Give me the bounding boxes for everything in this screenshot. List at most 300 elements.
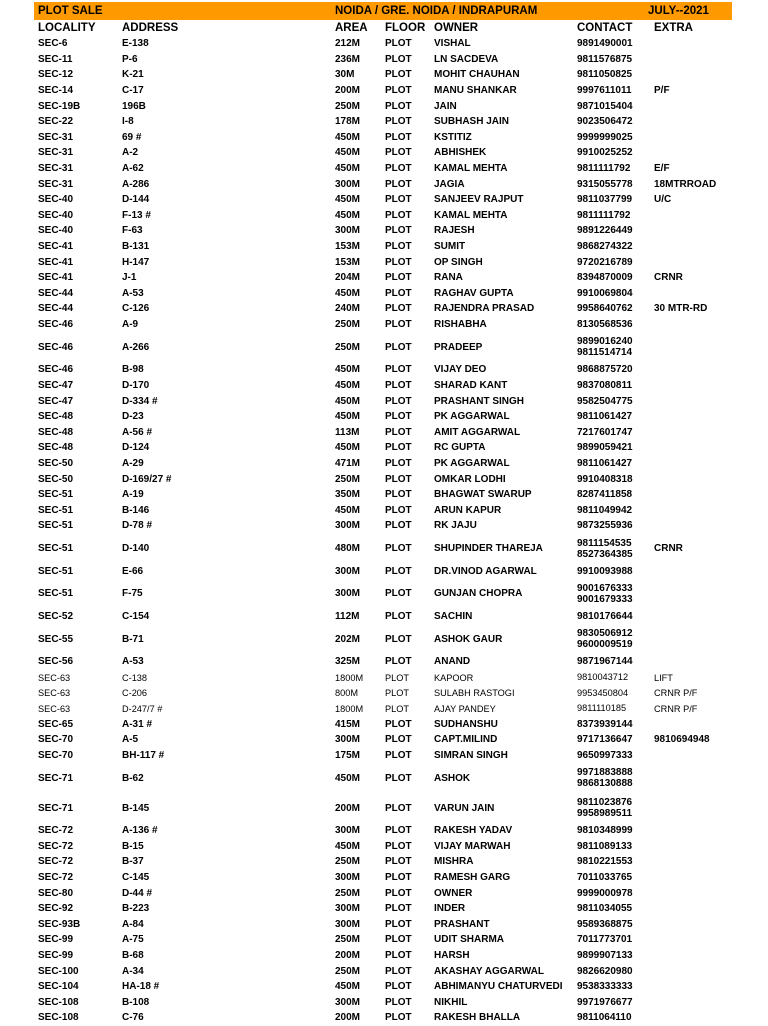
locality-cell: SEC-52 xyxy=(38,611,74,623)
floor-cell: PLOT xyxy=(385,442,412,454)
contact-cell xyxy=(573,179,650,190)
floor-cell: PLOT xyxy=(385,543,412,554)
contact-cell xyxy=(573,797,650,819)
table-row xyxy=(34,609,732,625)
address-cell: A-2 xyxy=(122,147,139,159)
contact-number: 9582504775 xyxy=(577,395,633,407)
address-cell: P-6 xyxy=(122,53,138,65)
contact-number: 9600009519 xyxy=(577,639,633,651)
contact-number: 9001676333 xyxy=(577,582,633,594)
locality-cell: SEC-72 xyxy=(38,825,74,837)
extra-cell: CRNR P/F xyxy=(654,688,698,699)
floor-cell: PLOT xyxy=(385,965,412,977)
contact-cell xyxy=(573,474,650,485)
contact-cell xyxy=(573,241,650,252)
address-cell: A-29 xyxy=(122,457,144,469)
region-title: NOIDA / GRE. NOIDA / INDRAPURAM xyxy=(335,5,538,17)
contact-cell xyxy=(573,69,650,80)
contact-cell xyxy=(573,380,650,391)
locality-cell: SEC-51 xyxy=(38,504,74,516)
address-cell: D-170 xyxy=(122,379,150,391)
address-cell: E-138 xyxy=(122,38,149,50)
floor-cell: PLOT xyxy=(385,565,412,577)
table-row xyxy=(34,286,732,302)
owner-cell: MANU SHANKAR xyxy=(434,85,517,97)
contact-number: 9999999025 xyxy=(577,131,633,143)
area-cell: 1800M xyxy=(335,703,364,714)
owner-cell: SUDHANSHU xyxy=(434,718,498,730)
table-row xyxy=(34,393,732,409)
table-row xyxy=(34,839,732,855)
locality-cell: SEC-41 xyxy=(38,272,74,284)
area-cell: 450M xyxy=(335,395,361,407)
area-cell: 450M xyxy=(335,194,361,206)
address-cell: D-44 # xyxy=(122,887,153,899)
contact-number: 9315055778 xyxy=(577,178,633,190)
address-cell: C-154 xyxy=(122,611,150,623)
address-cell: F-63 xyxy=(122,225,143,237)
address-cell: B-98 xyxy=(122,364,144,376)
owner-cell: SULABH RASTOGI xyxy=(434,688,515,699)
table-row xyxy=(34,624,732,654)
area-cell: 200M xyxy=(335,802,361,814)
contact-cell xyxy=(573,872,650,883)
table-row xyxy=(34,332,732,362)
owner-cell: DR.VINOD AGARWAL xyxy=(434,565,537,577)
owner-cell: SIMRAN SINGH xyxy=(434,750,508,762)
contact-cell xyxy=(573,981,650,992)
area-cell: 250M xyxy=(335,318,361,330)
contact-number: 9811110185 xyxy=(577,703,627,714)
address-cell: 69 # xyxy=(122,131,142,143)
table-row xyxy=(34,378,732,394)
table-row xyxy=(34,409,732,425)
area-cell: 212M xyxy=(335,38,361,50)
owner-cell: RISHABHA xyxy=(434,318,487,330)
floor-cell: PLOT xyxy=(385,633,412,645)
address-cell: J-1 xyxy=(122,272,137,284)
locality-cell: SEC-40 xyxy=(38,225,74,237)
locality-cell: SEC-104 xyxy=(38,981,79,993)
contact-cell xyxy=(573,458,650,469)
address-cell: A-31 # xyxy=(122,718,153,730)
contact-number: 9811037799 xyxy=(577,194,633,206)
contact-cell xyxy=(573,841,650,852)
locality-cell: SEC-99 xyxy=(38,934,74,946)
address-cell: D-334 # xyxy=(122,395,158,407)
area-cell: 480M xyxy=(335,543,361,554)
table-row xyxy=(34,98,732,114)
locality-cell: SEC-63 xyxy=(38,672,71,683)
contact-number: 9811050825 xyxy=(577,69,633,81)
area-cell: 300M xyxy=(335,825,361,837)
owner-cell: RANA xyxy=(434,272,463,284)
table-row xyxy=(34,502,732,518)
table-row xyxy=(34,670,732,686)
contact-cell xyxy=(573,888,650,899)
contact-number: 9899059421 xyxy=(577,442,633,454)
contact-cell xyxy=(573,225,650,236)
contact-number: 7217601747 xyxy=(577,426,633,438)
extra-cell: CRNR xyxy=(654,543,683,554)
contact-cell xyxy=(573,194,650,205)
extra-cell: U/C xyxy=(654,194,672,206)
table-row xyxy=(34,471,732,487)
contact-number: 9868875720 xyxy=(577,364,633,376)
address-cell: B-15 xyxy=(122,840,144,852)
locality-cell: SEC-63 xyxy=(38,688,71,699)
contact-cell xyxy=(573,966,650,977)
column-header-row xyxy=(34,20,732,36)
floor-cell: PLOT xyxy=(385,504,412,516)
area-cell: 250M xyxy=(335,341,361,353)
locality-cell: SEC-47 xyxy=(38,395,74,407)
table-row xyxy=(34,317,732,333)
owner-cell: OP SINGH xyxy=(434,256,483,268)
floor-cell: PLOT xyxy=(385,934,412,946)
area-cell: 236M xyxy=(335,53,361,65)
table-row xyxy=(34,763,732,793)
area-cell: 450M xyxy=(335,379,361,391)
area-cell: 200M xyxy=(335,85,361,97)
floor-cell: PLOT xyxy=(385,656,412,668)
address-cell: A-56 # xyxy=(122,426,153,438)
contact-cell xyxy=(573,116,650,127)
contact-cell xyxy=(573,919,650,930)
table-row xyxy=(34,52,732,68)
area-cell: 113M xyxy=(335,426,360,438)
area-cell: 350M xyxy=(335,489,361,501)
table-row xyxy=(34,67,732,83)
area-cell: 250M xyxy=(335,887,361,899)
contact-cell xyxy=(573,825,650,836)
table-row xyxy=(34,685,732,701)
owner-cell: BHAGWAT SWARUP xyxy=(434,489,532,501)
area-cell: 800M xyxy=(335,688,358,699)
owner-cell: ARUN KAPUR xyxy=(434,504,502,516)
locality-cell: SEC-92 xyxy=(38,903,74,915)
owner-cell: SUMIT xyxy=(434,241,466,253)
area-cell: 153M xyxy=(335,241,361,253)
locality-cell: SEC-48 xyxy=(38,426,74,438)
locality-cell: SEC-40 xyxy=(38,209,74,221)
address-cell: A-9 xyxy=(122,318,139,330)
floor-cell: PLOT xyxy=(385,840,412,852)
owner-cell: SANJEEV RAJPUT xyxy=(434,194,524,206)
locality-cell: SEC-6 xyxy=(38,38,68,50)
contact-cell xyxy=(573,210,650,221)
area-cell: 178M xyxy=(335,116,361,128)
owner-cell: VIJAY MARWAH xyxy=(434,840,511,852)
table-row xyxy=(34,1010,732,1026)
floor-cell: PLOT xyxy=(385,703,409,714)
contact-number: 9891226449 xyxy=(577,225,633,237)
contact-cell xyxy=(573,272,650,283)
owner-cell: ABHISHEK xyxy=(434,147,487,159)
locality-cell: SEC-41 xyxy=(38,241,74,253)
table-row xyxy=(34,994,732,1010)
locality-cell: SEC-31 xyxy=(38,163,74,175)
area-cell: 450M xyxy=(335,981,361,993)
floor-cell: PLOT xyxy=(385,949,412,961)
area-cell: 175M xyxy=(335,750,361,762)
area-cell: 415M xyxy=(335,718,361,730)
floor-cell: PLOT xyxy=(385,734,412,746)
contact-number: 9953450804 xyxy=(577,687,629,698)
locality-cell: SEC-51 xyxy=(38,489,74,501)
floor-cell: PLOT xyxy=(385,473,412,485)
locality-cell: SEC-12 xyxy=(38,69,74,81)
table-row xyxy=(34,270,732,286)
contact-number: 9810043712 xyxy=(577,672,629,683)
address-cell: D-144 xyxy=(122,194,150,206)
owner-cell: RC GUPTA xyxy=(434,442,486,454)
locality-cell: SEC-11 xyxy=(38,53,73,65)
locality-cell: SEC-44 xyxy=(38,303,74,315)
table-row xyxy=(34,161,732,177)
contact-number: 7011773701 xyxy=(577,934,633,946)
area-cell: 450M xyxy=(335,131,361,143)
table-row xyxy=(34,208,732,224)
table-row xyxy=(34,114,732,130)
table-row xyxy=(34,563,732,579)
area-cell: 450M xyxy=(335,442,361,454)
contact-cell xyxy=(573,489,650,500)
contact-number: 9810348999 xyxy=(577,825,633,837)
address-cell: A-53 xyxy=(122,656,144,668)
area-cell: 112M xyxy=(335,611,360,623)
contact-cell xyxy=(573,628,650,650)
contact-number: 8527364385 xyxy=(577,548,633,560)
table-row xyxy=(34,239,732,255)
contact-number: 9868274322 xyxy=(577,241,633,253)
contact-number: 9811111792 xyxy=(577,209,631,221)
contact-cell xyxy=(573,101,650,112)
floor-cell: PLOT xyxy=(385,272,412,284)
column-header-owner: OWNER xyxy=(434,22,479,34)
floor-cell: PLOT xyxy=(385,588,412,600)
contact-number: 9023506472 xyxy=(577,116,633,128)
floor-cell: PLOT xyxy=(385,750,412,762)
table-row xyxy=(34,932,732,948)
contact-number: 9811061427 xyxy=(577,457,633,469)
floor-cell: PLOT xyxy=(385,1012,412,1024)
owner-cell: PRADEEP xyxy=(434,341,483,353)
locality-cell: SEC-70 xyxy=(38,750,74,762)
floor-cell: PLOT xyxy=(385,116,412,128)
contact-cell xyxy=(573,520,650,531)
owner-cell: OMKAR LODHI xyxy=(434,473,506,485)
address-cell: A-136 # xyxy=(122,825,158,837)
table-row xyxy=(34,654,732,670)
contact-cell xyxy=(573,750,650,761)
floor-cell: PLOT xyxy=(385,903,412,915)
contact-cell xyxy=(573,85,650,96)
contact-number: 8130568536 xyxy=(577,318,633,330)
owner-cell: JAIN xyxy=(434,100,457,112)
table-row xyxy=(34,854,732,870)
area-cell: 450M xyxy=(335,504,361,516)
contact-cell xyxy=(573,672,650,683)
owner-cell: CAPT.MILIND xyxy=(434,734,498,746)
address-cell: D-169/27 # xyxy=(122,473,172,485)
contact-number: 9899907133 xyxy=(577,949,633,961)
contact-number: 9899016240 xyxy=(577,336,633,348)
owner-cell: PRASHANT xyxy=(434,918,490,930)
contact-number: 9891490001 xyxy=(577,38,633,50)
locality-cell: SEC-51 xyxy=(38,565,74,577)
contact-cell xyxy=(573,38,650,49)
locality-cell: SEC-14 xyxy=(38,85,74,97)
locality-cell: SEC-56 xyxy=(38,656,74,668)
column-header-floor: FLOOR xyxy=(385,22,426,34)
column-header-area: AREA xyxy=(335,22,368,34)
floor-cell: PLOT xyxy=(385,209,412,221)
contact-cell xyxy=(573,719,650,730)
area-cell: 300M xyxy=(335,872,361,884)
locality-cell: SEC-50 xyxy=(38,473,74,485)
address-cell: K-21 xyxy=(122,69,144,81)
table-row xyxy=(34,579,732,609)
locality-cell: SEC-46 xyxy=(38,341,74,353)
address-cell: A-75 xyxy=(122,934,144,946)
contact-number: 9811514714 xyxy=(577,347,633,359)
address-cell: 196B xyxy=(122,100,146,112)
address-cell: C-206 xyxy=(122,688,148,699)
floor-cell: PLOT xyxy=(385,287,412,299)
contact-cell xyxy=(573,856,650,867)
table-row xyxy=(34,440,732,456)
floor-cell: PLOT xyxy=(385,85,412,97)
contact-number: 9910408318 xyxy=(577,473,633,485)
contact-cell xyxy=(573,656,650,667)
contact-cell xyxy=(573,364,650,375)
contact-cell xyxy=(573,703,650,714)
area-cell: 300M xyxy=(335,996,361,1008)
table-row xyxy=(34,176,732,192)
address-cell: C-138 xyxy=(122,672,148,683)
table-body xyxy=(34,36,732,1026)
owner-cell: UDIT SHARMA xyxy=(434,934,504,946)
column-header-contact: CONTACT xyxy=(577,22,633,34)
owner-cell: RAKESH BHALLA xyxy=(434,1012,521,1024)
contact-cell xyxy=(573,611,650,622)
table-row xyxy=(34,963,732,979)
contact-number: 9811064110 xyxy=(577,1012,632,1024)
contact-number: 9871015404 xyxy=(577,100,633,112)
floor-cell: PLOT xyxy=(385,241,412,253)
extra-cell: CRNR P/F xyxy=(654,703,698,714)
contact-cell xyxy=(573,442,650,453)
contact-cell xyxy=(573,132,650,143)
area-cell: 450M xyxy=(335,772,361,784)
locality-cell: SEC-71 xyxy=(38,772,74,784)
contact-cell xyxy=(573,997,650,1008)
extra-cell: LIFT xyxy=(654,672,673,683)
contact-number: 8394870009 xyxy=(577,272,633,284)
address-cell: D-78 # xyxy=(122,520,153,532)
area-cell: 450M xyxy=(335,147,361,159)
table-row xyxy=(34,717,732,733)
floor-cell: PLOT xyxy=(385,856,412,868)
area-cell: 300M xyxy=(335,918,361,930)
contact-number: 9717136647 xyxy=(577,734,633,746)
table-row xyxy=(34,36,732,52)
contact-number: 9826620980 xyxy=(577,965,633,977)
table-row xyxy=(34,301,732,317)
title-bar xyxy=(34,2,732,20)
owner-cell: NIKHIL xyxy=(434,996,468,1008)
owner-cell: PK AGGARWAL xyxy=(434,457,510,469)
address-cell: D-23 xyxy=(122,411,144,423)
contact-number: 9650997333 xyxy=(577,750,633,762)
floor-cell: PLOT xyxy=(385,131,412,143)
column-header-locality: LOCALITY xyxy=(38,22,96,34)
contact-cell xyxy=(573,147,650,158)
locality-cell: SEC-70 xyxy=(38,734,74,746)
floor-cell: PLOT xyxy=(385,489,412,501)
address-cell: B-131 xyxy=(122,241,150,253)
owner-cell: RAKESH YADAV xyxy=(434,825,513,837)
contact-number: 9873255936 xyxy=(577,520,633,532)
floor-cell: PLOT xyxy=(385,887,412,899)
owner-cell: AMIT AGGARWAL xyxy=(434,426,521,438)
address-cell: A-53 xyxy=(122,287,144,299)
floor-cell: PLOT xyxy=(385,395,412,407)
area-cell: 300M xyxy=(335,903,361,915)
owner-cell: MOHIT CHAUHAN xyxy=(434,69,520,81)
owner-cell: SHUPINDER THAREJA xyxy=(434,543,543,554)
locality-cell: SEC-55 xyxy=(38,633,74,645)
contact-number: 9538333333 xyxy=(577,981,633,993)
owner-cell: RK JAJU xyxy=(434,520,477,532)
area-cell: 300M xyxy=(335,734,361,746)
contact-cell xyxy=(573,688,650,699)
locality-cell: SEC-41 xyxy=(38,256,74,268)
floor-cell: PLOT xyxy=(385,303,412,315)
table-row xyxy=(34,701,732,717)
floor-cell: PLOT xyxy=(385,178,412,190)
table-row xyxy=(34,793,732,823)
address-cell: B-37 xyxy=(122,856,144,868)
owner-cell: VARUN JAIN xyxy=(434,802,495,814)
address-cell: B-146 xyxy=(122,504,150,516)
contact-number: 9871967144 xyxy=(577,656,633,668)
area-cell: 450M xyxy=(335,840,361,852)
address-cell: BH-117 # xyxy=(122,750,165,762)
owner-cell: ANAND xyxy=(434,656,471,668)
contact-cell xyxy=(573,950,650,961)
address-cell: A-84 xyxy=(122,918,144,930)
address-cell: D-124 xyxy=(122,442,150,454)
contact-cell xyxy=(573,734,650,745)
table-row xyxy=(34,732,732,748)
area-cell: 450M xyxy=(335,364,361,376)
contact-number: 9811154535 xyxy=(577,537,632,549)
locality-cell: SEC-51 xyxy=(38,543,74,554)
date-label: JULY--2021 xyxy=(648,5,709,17)
floor-cell: PLOT xyxy=(385,163,412,175)
address-cell: D-247/7 # xyxy=(122,703,163,714)
extra-cell: P/F xyxy=(654,85,670,97)
sheet-title: PLOT SALE xyxy=(38,5,103,17)
owner-cell: RAMESH GARG xyxy=(434,872,511,884)
table-row xyxy=(34,487,732,503)
owner-cell: ASHOK xyxy=(434,772,471,784)
contact-number: 9589368875 xyxy=(577,918,633,930)
contact-number: 9958989511 xyxy=(577,808,633,820)
floor-cell: PLOT xyxy=(385,718,412,730)
